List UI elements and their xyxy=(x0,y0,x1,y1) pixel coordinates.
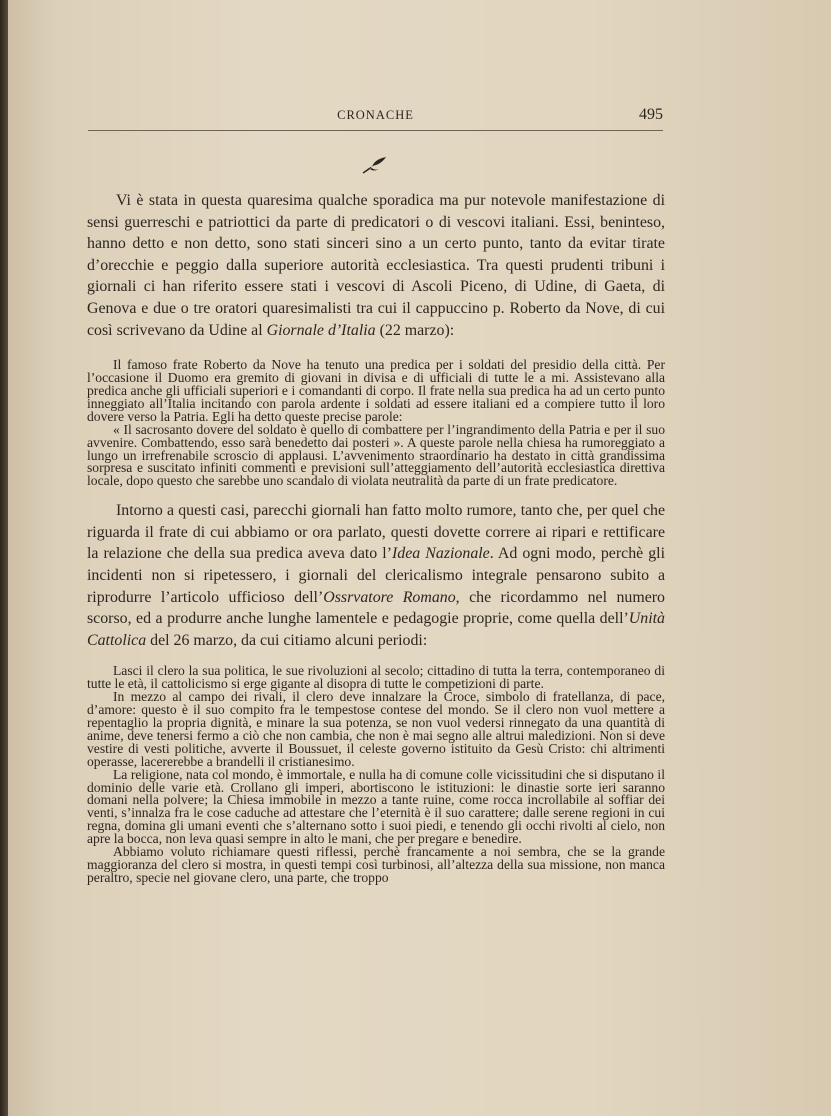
paragraph-2-text-d: del 26 marzo, da cui citiamo alcuni periodi: xyxy=(146,631,428,649)
quote-1-paragraph-2: « Il sacrosanto dovere del soldato è quello di combattere per l’ingrandimento della Patria e per il suo avvenire. Combattendo, esso sarà benedetto dai posteri ». A queste parole nella chiesa ha rumoreggiato a lungo un irrefrenabile scroscio di applausi. L’avvenimento straordinario ha destato in città grandissima sorpresa e suscitato infiniti commenti e previsioni sull’atteggiamento dell’autorità ecclesiastica direttiva locale, dopo questo che sarebbe uno scandalo di violata neutralità da parte di un frate predicatore. xyxy=(87,421,665,489)
paragraph-2-italic-b: Ossrvatore Romano xyxy=(323,588,456,606)
quote-block-1 xyxy=(87,359,665,488)
paragraph-1-tail: (22 marzo): xyxy=(375,321,455,339)
leaf-ornament-icon xyxy=(360,154,390,176)
page-number: 495 xyxy=(639,106,663,123)
article-body xyxy=(87,190,665,885)
paragraph-2-italic-c: Unità Cattolica xyxy=(87,610,665,649)
paragraph-2 xyxy=(87,500,665,651)
paragraph-2-text-b: . Ad ogni modo, perchè gli incidenti non si ripetessero, i giornali del clericalismo integrale pensarono subito a riprodurre l’articolo ufficioso dell’ xyxy=(87,545,666,606)
paragraph-1-text: Vi è stata in questa quaresima qualche sporadica ma pur notevole manifestazione di sensi guerreschi e patriottici da parte di predicatori o di vescovi italiani. Essi, beninteso, hanno detto e non detto, sono stati sinceri sino a un certo punto, tanto da evitar tirate d’orecchie e peggio dalla superiore autorità ecclesiastica. Tra questi prudenti tribuni i giornali ci han riferito essere stati i vescovi di Ascoli Piceno, di Udine, di Gaeta, di Genova e due o tre oratori quaresimalisti tra cui il cappuccino p. Roberto da Nove, di cui così scrivevano da Udine al xyxy=(87,192,665,339)
quote-2-paragraph-2: In mezzo al campo dei rivali, il clero deve innalzare la Croce, simbolo di fratellanza, di pace, d’amore: questo è il suo compito fra le tempestose contese del mondo. Se il clero non vuol mettere a repentaglio la propria dignità, e minare la sua potenza, se non vuol vedersi rinnegato da una quantità di anime, deve tenersi fermo a ciò che non cambia, che non è mai segno alle altrui maledizioni. Non si deve vestire di vesti politiche, avverte il Boussuet, il celeste governo istituito da Gesù Cristo: chi altrimenti operasse, lacererebbe a brandelli il cristianesimo. xyxy=(87,689,665,769)
quote-2-paragraph-1: Lasci il clero la sua politica, le sue rivoluzioni al secolo; cittadino di tutta la terra, contemporaneo di tutte le età, il cattolicismo si erge gigante al disopra di tutte le competizioni di parte. xyxy=(87,663,665,692)
running-head: CRONACHE xyxy=(337,108,414,122)
paragraph-2-text-a: Intorno a questi casi, parecchi giornali han fatto molto rumore, tanto che, per quel che riguarda il frate di cui abbiamo or ora parlato, questi dovette correre ai ripari e rettificare la relazione che della sua predica aveva dato l’ xyxy=(87,502,665,563)
paragraph-1-italic: Giornale d’Italia xyxy=(266,321,376,339)
quote-1-paragraph-1: Il famoso frate Roberto da Nove ha tenuto una predica per i soldati del presidio della città. Per l’occasione il Duomo era gremito di giovani in divisa e di ufficiali di tutte le a mi. Assistevano alla predica anche gli ufficiali superiori e i comandanti di corpo. Il frate nella sua predica ha ad un certo punto inneggiato all’Italia incitando con parola ardente i soldati ad essere italiani ed a compiere tutto il loro dovere verso la Patria. Egli ha detto queste precise parole: xyxy=(87,357,665,424)
quote-2-paragraph-3: La religione, nata col mondo, è immortale, e nulla ha di comune colle vicissitudini che si disputano il dominio delle varie età. Crollano gli imperi, abortiscono le istituzioni: le dinastie sorte ieri saranno domani nella polvere; la Chiesa immobile in mezzo a tante ruine, come rocca incrollabile al soffiar dei venti, s’innalza fra le cose caduche ad attestare che l’eternità è il suo carattere; dalle serene regioni in cui regna, domina gli umani eventi che s’alternano sotto i suoi piedi, e tenendo gli occhi rivolti al cielo, non apre la bocca, non leva quasi sempre in alto le mani, che per pregare e benedire. xyxy=(87,766,665,847)
paragraph-2-italic-a: Idea Nazionale xyxy=(392,545,490,563)
paragraph-1 xyxy=(87,190,665,341)
quote-block-2 xyxy=(87,665,665,884)
quote-2-paragraph-4: Abbiamo voluto richiamare questi riflessi, perchè francamente a noi sembra, che se la grande maggioranza del clero si mostra, in questi tempi così turbinosi, all’altezza della sua missione, non manca peraltro, specie nel giovane clero, una parte, che troppo xyxy=(87,844,665,885)
paragraph-2-text-c: , che ricordammo nel numero scorso, ed a produrre anche lunghe lamentele e pedagogie proprie, come quella dell’ xyxy=(87,588,665,628)
page-header xyxy=(88,106,663,131)
